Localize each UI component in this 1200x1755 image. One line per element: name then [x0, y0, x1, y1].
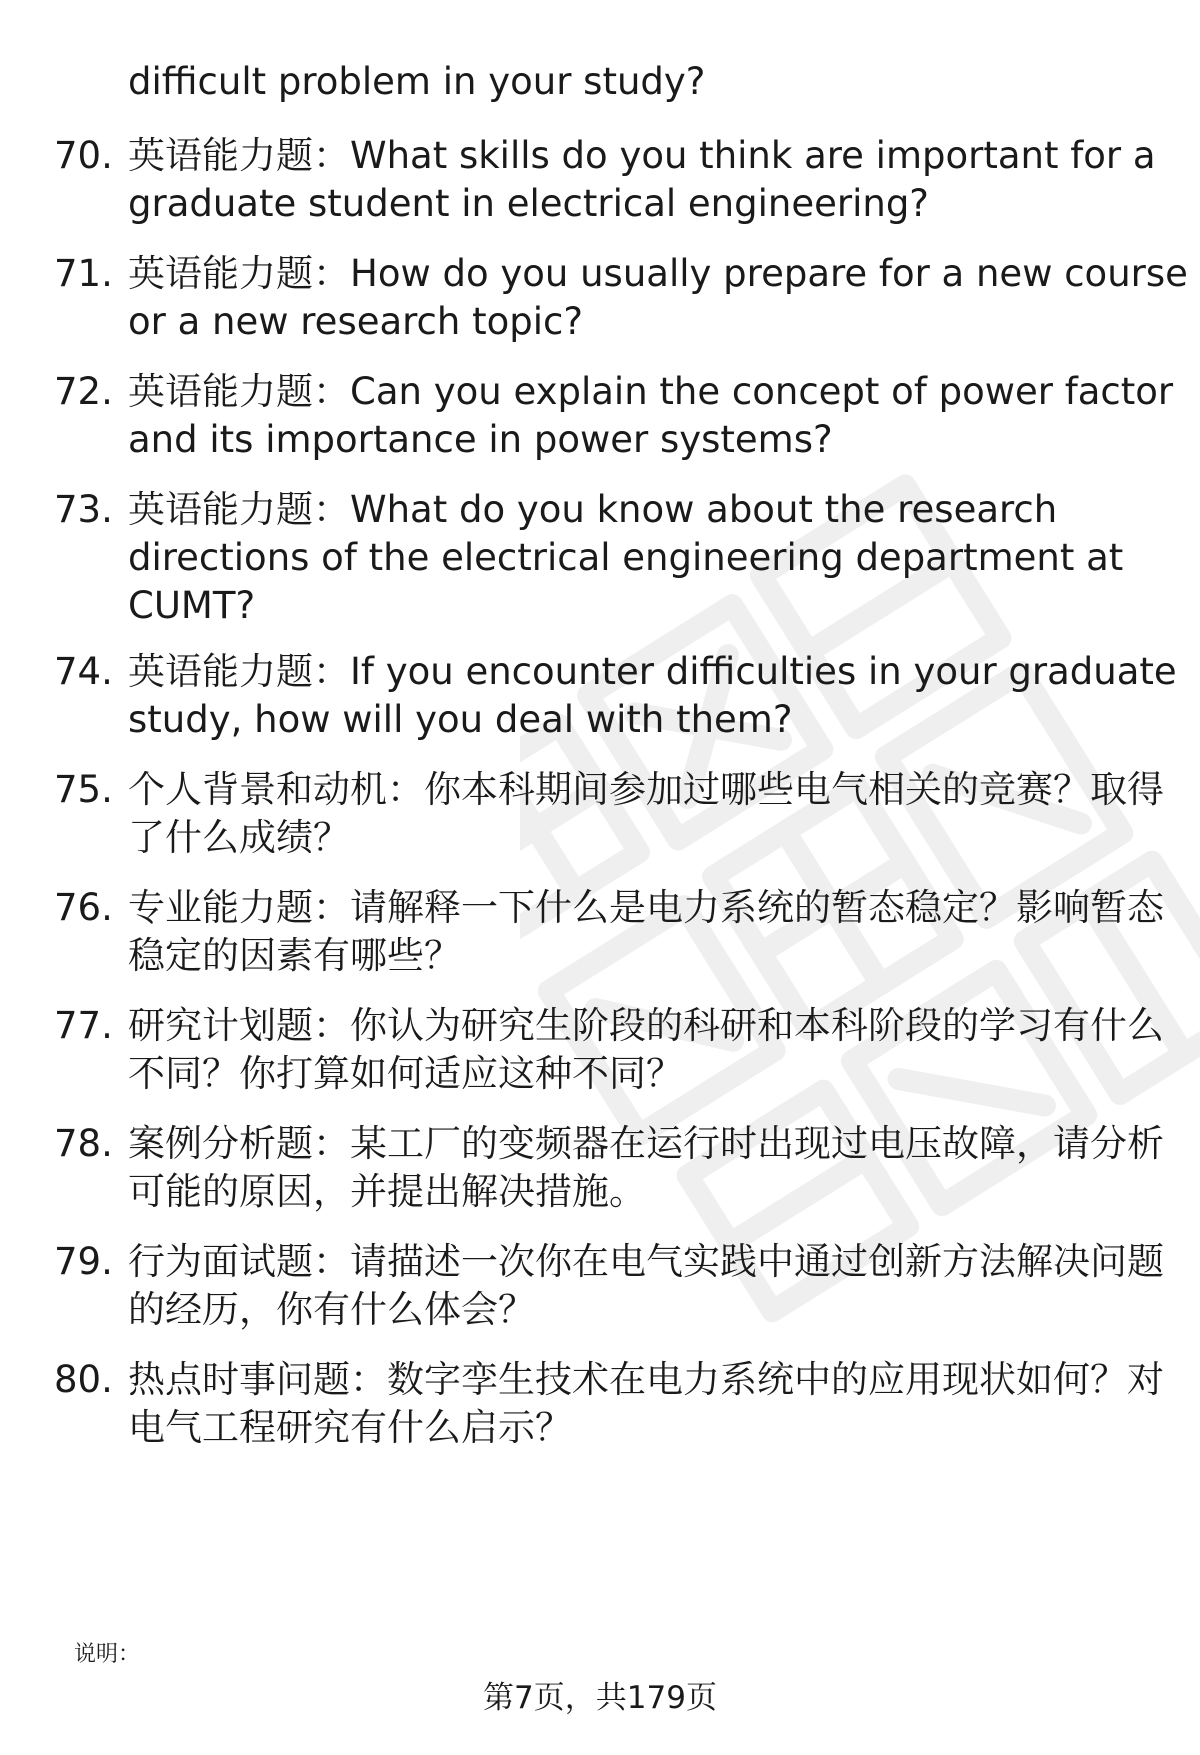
- note-label: 说明：: [74, 1642, 141, 1667]
- question-number: 77.: [54, 1004, 113, 1047]
- question-number: 70.: [54, 134, 113, 177]
- question-text: 热点时事问题：数字孪生技术在电力系统中的应用现状如何？对 电气工程研究有什么启示？: [128, 1358, 1164, 1449]
- continued-question-text: difficult problem in your study?: [128, 60, 706, 103]
- question-text: 英语能力题：If you encounter difficulties in your graduate study, how will you deal with them?: [128, 650, 1177, 741]
- question-number: 80.: [54, 1358, 113, 1401]
- question-text: 英语能力题：Can you explain the concept of power factor and its importance in power systems?: [128, 370, 1174, 461]
- question-text: 行为面试题：请描述一次你在电气实践中通过创新方法解决问题 的经历，你有什么体会？: [128, 1240, 1164, 1331]
- question-text: 专业能力题：请解释一下什么是电力系统的暂态稳定？影响暂态 稳定的因素有哪些？: [128, 886, 1164, 977]
- question-text: 案例分析题：某工厂的变频器在运行时出现过电压故障，请分析 可能的原因，并提出解决措施。: [128, 1122, 1164, 1213]
- question-number: 72.: [54, 370, 113, 413]
- question-text: 研究计划题：你认为研究生阶段的科研和本科阶段的学习有什么 不同？你打算如何适应这种不同？: [128, 1004, 1164, 1095]
- question-number: 74.: [54, 650, 113, 693]
- question-text: 英语能力题：How do you usually prepare for a new course or a new research topic?: [128, 252, 1188, 343]
- question-number: 71.: [54, 252, 113, 295]
- question-text: 个人背景和动机：你本科期间参加过哪些电气相关的竞赛？取得 了什么成绩？: [128, 768, 1164, 859]
- question-number: 79.: [54, 1240, 113, 1283]
- question-number: 76.: [54, 886, 113, 929]
- question-text: 英语能力题：What do you know about the research directions of the electrical engineering department at CUMT?: [128, 488, 1124, 627]
- question-text: 英语能力题：What skills do you think are important for a graduate student in electrical engineering?: [128, 134, 1156, 225]
- question-number: 78.: [54, 1122, 113, 1165]
- question-number: 75.: [54, 768, 113, 811]
- question-number: 73.: [54, 488, 113, 531]
- page-number-footer: 第7页，共179页: [483, 1680, 717, 1716]
